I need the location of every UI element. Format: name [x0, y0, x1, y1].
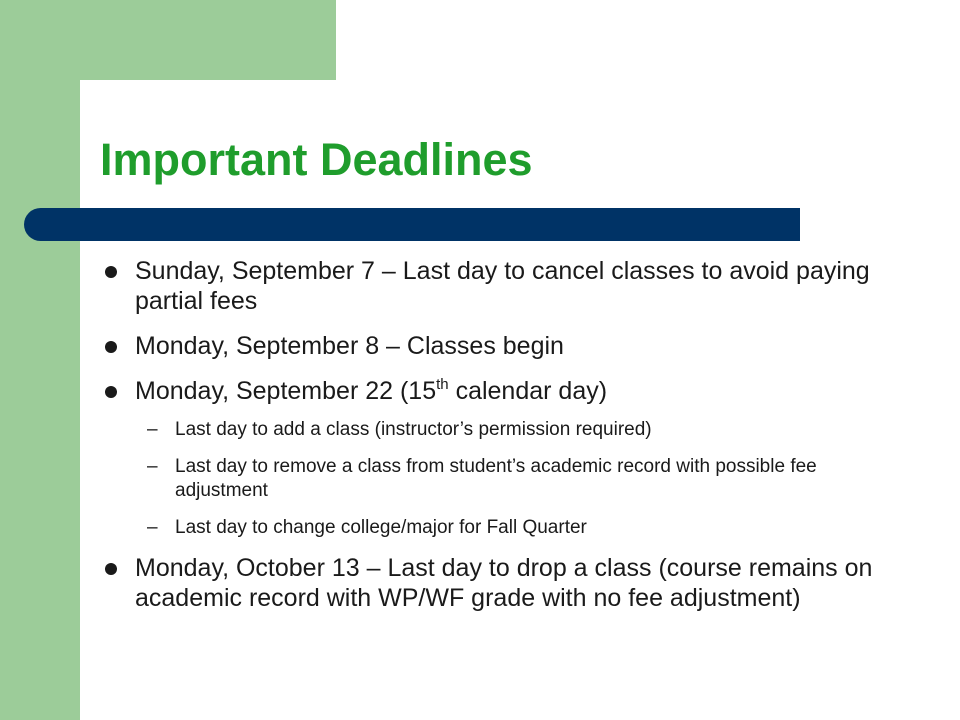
sub-bullet-item [100, 516, 880, 540]
bullet-item [100, 331, 880, 361]
sub-bullet-text: Last day to remove a class from student’s academic record with possible fee adjustment [175, 456, 817, 501]
slide-title: Important Deadlines [100, 134, 533, 185]
sub-bullet-item [100, 455, 880, 503]
bullet-dot-icon [105, 341, 117, 353]
bullet-list [100, 256, 880, 628]
dash-bullet-icon: – [147, 517, 158, 538]
bullet-text: Monday, September 8 – Classes begin [135, 332, 564, 360]
bullet-dot-icon [105, 563, 117, 575]
bullet-text: Monday, October 13 – Last day to drop a class (course remains on academic record with WP/WF grade with no fee adjustment) [135, 554, 873, 612]
bullet-dot-icon [105, 386, 117, 398]
ordinal-superscript: th [436, 376, 449, 393]
dash-bullet-icon: – [147, 456, 158, 477]
sub-bullet-text: Last day to add a class (instructor’s permission required) [175, 419, 652, 440]
green-top-block [0, 0, 336, 80]
green-sidebar-band [0, 0, 80, 720]
bullet-text-part: Monday, September 22 (15 [135, 377, 437, 405]
title-underline-bar [24, 208, 800, 241]
dash-bullet-icon: – [147, 419, 158, 440]
bullet-item [100, 553, 880, 613]
bullet-text: Sunday, September 7 – Last day to cancel classes to avoid paying partial fees [135, 257, 870, 315]
sub-bullet-item [100, 418, 880, 442]
sub-bullet-text: Last day to change college/major for Fall Quarter [175, 517, 587, 538]
bullet-item [100, 256, 880, 316]
bullet-item [100, 376, 880, 406]
bullet-text-part: calendar day) [448, 377, 608, 405]
bullet-dot-icon [105, 266, 117, 278]
